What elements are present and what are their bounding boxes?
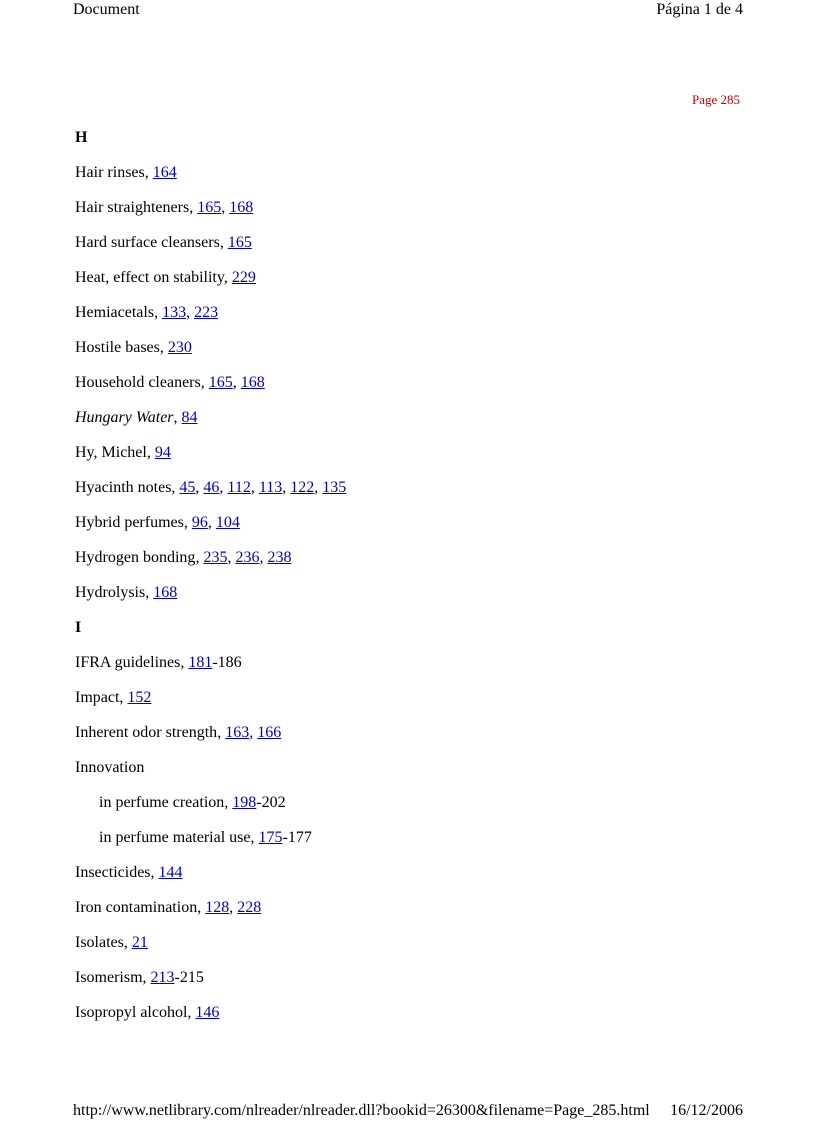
entry-term: Hydrogen bonding xyxy=(75,549,196,566)
print-date: 16/12/2006 xyxy=(670,1102,743,1119)
index-entry: Inherent odor strength, 163, 166 xyxy=(75,724,282,741)
index-entry: Isolates, 21 xyxy=(75,934,148,951)
index-content xyxy=(75,130,755,1040)
entry-term: Hyacinth notes xyxy=(75,479,172,496)
index-entry: Insecticides, 144 xyxy=(75,864,183,881)
entry-term: Hungary Water xyxy=(75,409,174,426)
page-ref-link[interactable]: 238 xyxy=(267,549,292,566)
page-ref-link[interactable]: 198 xyxy=(232,794,257,811)
page-range-end: -202 xyxy=(256,794,286,811)
page-ref-link[interactable]: 112 xyxy=(227,479,251,496)
index-entry: Hostile bases, 230 xyxy=(75,339,192,356)
entry-term: Hybrid perfumes xyxy=(75,514,184,531)
page-ref-link[interactable]: 181 xyxy=(188,654,213,671)
index-entry: Hydrogen bonding, 235, 236, 238 xyxy=(75,549,292,566)
page-ref-link[interactable]: 45 xyxy=(179,479,196,496)
entry-term: Isopropyl alcohol xyxy=(75,1004,188,1021)
entry-term: Isomerism xyxy=(75,969,143,986)
page-ref-link[interactable]: 166 xyxy=(257,724,282,741)
index-entry: Hy, Michel, 94 xyxy=(75,444,171,461)
index-entry: Hair rinses, 164 xyxy=(75,164,177,181)
page-ref-link[interactable]: 165 xyxy=(208,374,233,391)
entry-term: Hair rinses xyxy=(75,164,145,181)
page-ref-link[interactable]: 165 xyxy=(197,199,222,216)
entry-term: Hemiacetals xyxy=(75,304,155,321)
page-ref-link[interactable]: 113 xyxy=(258,479,283,496)
entry-term: Impact xyxy=(75,689,120,706)
document-title: Document xyxy=(73,1,140,18)
index-entry: Heat, effect on stability, 229 xyxy=(75,269,256,286)
page-ref-link[interactable]: 46 xyxy=(203,479,220,496)
page-ref-link[interactable]: 21 xyxy=(131,934,148,951)
page-ref-link[interactable]: 175 xyxy=(258,829,283,846)
page-ref-link[interactable]: 133 xyxy=(162,304,187,321)
page-ref-link[interactable]: 152 xyxy=(127,689,152,706)
entry-term: Hy, Michel xyxy=(75,444,147,461)
entry-term: Isolates xyxy=(75,934,124,951)
page-ref-link[interactable]: 163 xyxy=(225,724,250,741)
page-ref-link[interactable]: 228 xyxy=(237,899,262,916)
page-ref-link[interactable]: 165 xyxy=(227,234,252,251)
page-url: http://www.netlibrary.com/nlreader/nlreader.dll?bookid=26300&filename=Page_285.html xyxy=(73,1102,650,1119)
page-counter: Página 1 de 4 xyxy=(656,1,743,18)
index-entry xyxy=(75,760,755,795)
page-ref-link[interactable]: 168 xyxy=(240,374,265,391)
page-range-end: -186 xyxy=(212,654,242,671)
index-entry: Iron contamination, 128, 228 xyxy=(75,899,262,916)
page-number: Page 285 xyxy=(691,92,740,107)
page-ref-link[interactable]: 164 xyxy=(152,164,177,181)
index-entry: Hyacinth notes, 45, 46, 112, 113, 122, 135 xyxy=(75,479,347,496)
entry-term: Hydrolysis xyxy=(75,584,146,601)
print-header xyxy=(0,0,816,24)
page-ref-link[interactable]: 229 xyxy=(231,269,256,286)
index-entry: Isopropyl alcohol, 146 xyxy=(75,1004,220,1021)
entry-term: Hostile bases xyxy=(75,339,160,356)
page-ref-link[interactable]: 213 xyxy=(150,969,175,986)
page-ref-link[interactable]: 168 xyxy=(153,584,178,601)
section-letter: H xyxy=(75,129,88,146)
index-subentry: in perfume material use, 175-177 xyxy=(99,829,312,846)
entry-term: in perfume creation xyxy=(99,794,225,811)
index-entry: Hair straighteners, 165, 168 xyxy=(75,199,254,216)
page-ref-link[interactable]: 144 xyxy=(158,864,183,881)
entry-term: Hair straighteners xyxy=(75,199,190,216)
entry-term: Inherent odor strength xyxy=(75,724,218,741)
entry-term: IFRA guidelines xyxy=(75,654,181,671)
page-ref-link[interactable]: 128 xyxy=(205,899,230,916)
page-ref-link[interactable]: 104 xyxy=(215,514,240,531)
page-ref-link[interactable]: 94 xyxy=(154,444,171,461)
page-range-end: -215 xyxy=(174,969,204,986)
page-ref-link[interactable]: 84 xyxy=(181,409,198,426)
page-ref-link[interactable]: 168 xyxy=(229,199,254,216)
index-entry: Hungary Water, 84 xyxy=(75,409,198,426)
index-entry: Hemiacetals, 133, 223 xyxy=(75,304,219,321)
page-ref-link[interactable]: 146 xyxy=(195,1004,220,1021)
entry-term: Innovation xyxy=(75,759,145,776)
entry-term: in perfume material use xyxy=(99,829,251,846)
page-ref-link[interactable]: 122 xyxy=(290,479,315,496)
index-entry: IFRA guidelines, 181-186 xyxy=(75,654,242,671)
section-letter: I xyxy=(75,619,82,636)
entry-term: Insecticides xyxy=(75,864,151,881)
entry-term: Household cleaners xyxy=(75,374,201,391)
index-entry: Impact, 152 xyxy=(75,689,152,706)
page-range-end: -177 xyxy=(282,829,312,846)
page-ref-link[interactable]: 236 xyxy=(235,549,260,566)
page-ref-link[interactable]: 230 xyxy=(167,339,192,356)
page-ref-link[interactable]: 135 xyxy=(322,479,347,496)
index-subentry: in perfume creation, 198-202 xyxy=(99,794,286,811)
index-entry: Hard surface cleansers, 165 xyxy=(75,234,252,251)
index-entry: Hybrid perfumes, 96, 104 xyxy=(75,514,240,531)
index-entry: Isomerism, 213-215 xyxy=(75,969,204,986)
index-entry: Household cleaners, 165, 168 xyxy=(75,374,265,391)
page-ref-link[interactable]: 96 xyxy=(191,514,208,531)
page-ref-link[interactable]: 223 xyxy=(194,304,219,321)
entry-term: Iron contamination xyxy=(75,899,198,916)
entry-term: Heat, effect on stability xyxy=(75,269,224,286)
entry-term: Hard surface cleansers xyxy=(75,234,220,251)
page-ref-link[interactable]: 235 xyxy=(203,549,228,566)
index-entry: Hydrolysis, 168 xyxy=(75,584,178,601)
